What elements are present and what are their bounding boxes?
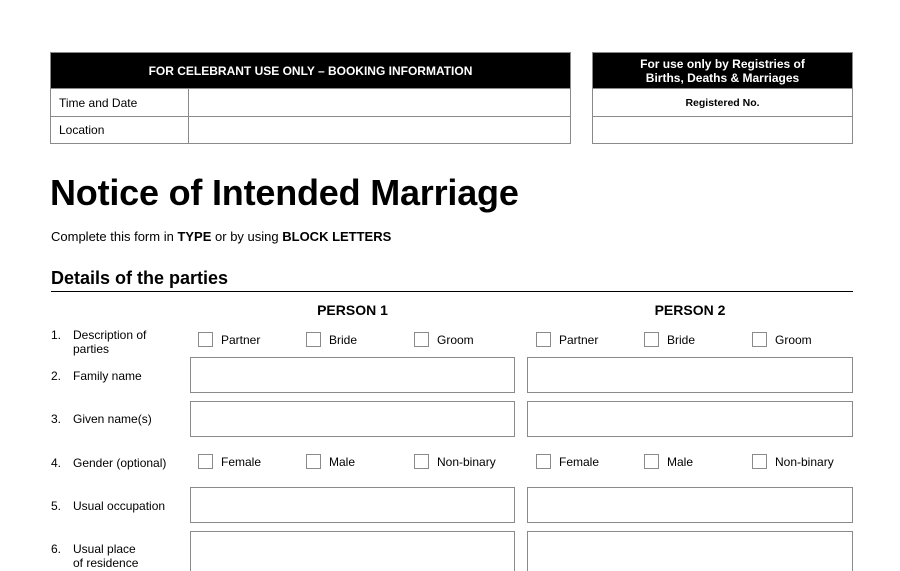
q1-label-line2: parties [73, 342, 110, 356]
person2-heading: PERSON 2 [654, 302, 726, 318]
page-title: Notice of Intended Marriage [50, 172, 519, 213]
checkbox-box[interactable] [414, 454, 429, 469]
checkbox-label: Groom [437, 332, 474, 347]
celebrant-booking-box [50, 52, 571, 144]
checkbox-box[interactable] [198, 332, 213, 347]
p2-nonbinary-checkbox[interactable] [752, 454, 834, 469]
checkbox-label: Non-binary [775, 454, 834, 469]
checkbox-box[interactable] [306, 454, 321, 469]
section-heading: Details of the parties [51, 268, 229, 288]
checkbox-box[interactable] [536, 454, 551, 469]
checkbox-label: Female [559, 454, 600, 469]
p2-family-name-field[interactable] [527, 357, 853, 393]
location-row [51, 116, 570, 143]
checkbox-box[interactable] [536, 332, 551, 347]
p1-bride-checkbox[interactable] [306, 332, 357, 347]
checkbox-label: Partner [559, 332, 599, 347]
instructions-block: BLOCK LETTERS [282, 229, 392, 244]
registered-no-field[interactable] [593, 116, 852, 143]
p2-bride-checkbox[interactable] [644, 332, 695, 347]
instructions-type: TYPE [177, 229, 212, 244]
checkbox-label: Bride [667, 332, 696, 347]
p2-residence-field[interactable] [527, 531, 853, 571]
q1-label [73, 328, 146, 356]
q3-label: Given name(s) [73, 412, 152, 426]
q4-label: Gender (optional) [73, 456, 167, 470]
time-date-row [51, 88, 570, 116]
instructions [51, 229, 391, 244]
checkbox-box[interactable] [414, 332, 429, 347]
p2-groom-checkbox[interactable] [752, 332, 812, 347]
checkbox-label: Male [329, 454, 356, 469]
p2-occupation-field[interactable] [527, 487, 853, 523]
p1-given-names-field[interactable] [190, 401, 515, 437]
section-divider [51, 291, 853, 292]
checkbox-label: Bride [329, 332, 358, 347]
p1-occupation-field[interactable] [190, 487, 515, 523]
p2-male-checkbox[interactable] [644, 454, 693, 469]
q6-label-line1: Usual place [73, 542, 136, 556]
registry-box [592, 52, 853, 144]
q6-label-line2: of residence [73, 556, 139, 570]
time-date-field[interactable] [189, 89, 570, 116]
instructions-part1: Complete this form in [51, 229, 178, 244]
p1-nonbinary-checkbox[interactable] [414, 454, 496, 469]
registry-header-line1: For use only by Registries of [640, 56, 805, 71]
checkbox-label: Female [221, 454, 262, 469]
location-label: Location [51, 117, 189, 143]
location-field[interactable] [189, 117, 570, 143]
p1-male-checkbox[interactable] [306, 454, 355, 469]
q4-number: 4. [51, 456, 62, 470]
checkbox-box[interactable] [752, 454, 767, 469]
p1-residence-field[interactable] [190, 531, 515, 571]
checkbox-label: Male [667, 454, 694, 469]
checkbox-label: Partner [221, 332, 261, 347]
person1-heading: PERSON 1 [317, 302, 388, 318]
q2-label: Family name [73, 369, 142, 383]
p1-family-name-field[interactable] [190, 357, 515, 393]
instructions-part2: or by using [211, 229, 283, 244]
q6-number: 6. [51, 542, 62, 556]
q3-number: 3. [51, 412, 62, 426]
checkbox-box[interactable] [752, 332, 767, 347]
p1-groom-checkbox[interactable] [414, 332, 474, 347]
checkbox-box[interactable] [644, 332, 659, 347]
checkbox-box[interactable] [644, 454, 659, 469]
celebrant-box-header: FOR CELEBRANT USE ONLY – BOOKING INFORMATION [51, 53, 570, 88]
checkbox-box[interactable] [306, 332, 321, 347]
registry-header-line2: Births, Deaths & Marriages [645, 70, 800, 85]
checkbox-label: Groom [775, 332, 812, 347]
registered-no-label: Registered No. [593, 88, 852, 116]
q2-number: 2. [51, 369, 62, 383]
p1-female-checkbox[interactable] [198, 454, 261, 469]
p2-female-checkbox[interactable] [536, 454, 599, 469]
time-date-label: Time and Date [51, 89, 189, 116]
registry-box-header [593, 53, 852, 88]
p2-partner-checkbox[interactable] [536, 332, 598, 347]
p1-partner-checkbox[interactable] [198, 332, 260, 347]
q1-number: 1. [51, 328, 62, 342]
q5-label: Usual occupation [73, 499, 166, 513]
p2-given-names-field[interactable] [527, 401, 853, 437]
checkbox-box[interactable] [198, 454, 213, 469]
q5-number: 5. [51, 499, 62, 513]
q1-label-line1: Description of [73, 328, 147, 342]
checkbox-label: Non-binary [437, 454, 496, 469]
q6-label [73, 542, 138, 570]
